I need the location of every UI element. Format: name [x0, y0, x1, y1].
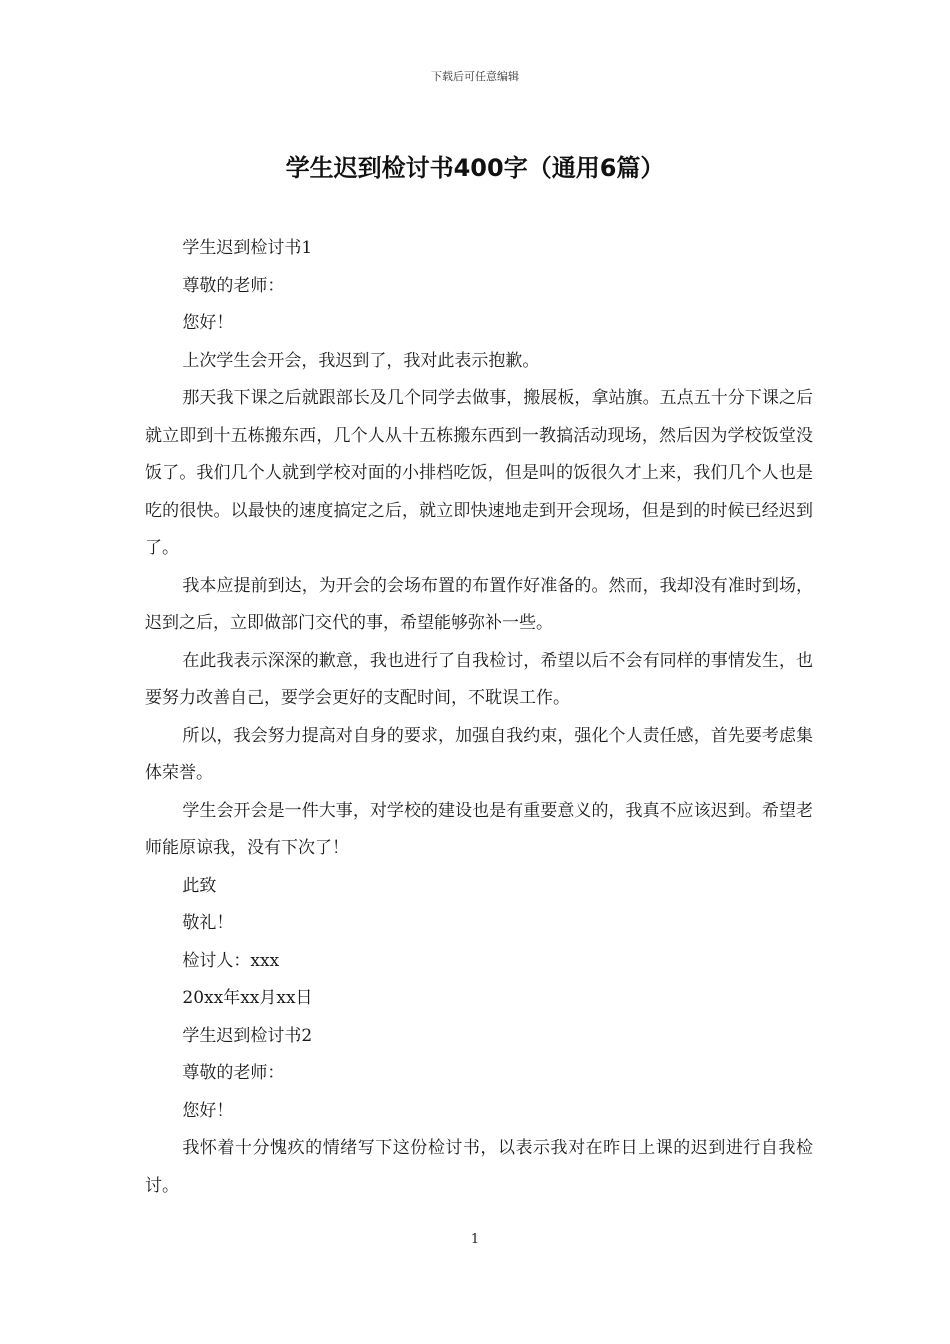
- paragraph: 您好！: [182, 1100, 234, 1121]
- paragraph: 我怀着十分愧疚的情绪写下这份检讨书，以表示我对在昨日上课的迟到进行自我检讨。: [145, 1138, 813, 1196]
- document-body: [145, 230, 813, 1205]
- paragraph: 20xx年xx月xx日: [182, 988, 313, 1008]
- paragraph: 学生迟到检讨书2: [182, 1025, 313, 1046]
- paragraph: 尊敬的老师：: [182, 275, 285, 296]
- paragraph: 那天我下课之后就跟部长及几个同学去做事，搬展板，拿站旗。五点五十分下课之后就立即到十五栋搬东西，几个人从十五栋搬东西到一教搞活动现场，然后因为学校饭堂没饭了。我们几个人就到学校对面的小排档吃饭，但是叫的饭很久才上来，我们几个人也是吃的很快。以最快的速度搞定之后，就立即快速地走到开会现场，但是到的时候已经迟到了。: [145, 388, 813, 558]
- page-number: 1: [470, 1232, 480, 1247]
- paragraph: 学生会开会是一件大事，对学校的建设也是有重要意义的，我真不应该迟到。希望老师能原谅我，没有下次了！: [145, 800, 813, 858]
- paragraph: 此致: [182, 875, 217, 896]
- paragraph: 上次学生会开会，我迟到了，我对此表示抱歉。: [182, 350, 540, 371]
- paragraph: 尊敬的老师：: [182, 1063, 285, 1083]
- paragraph: 检讨人：xxx: [182, 950, 280, 971]
- paragraph: 在此我表示深深的歉意，我也进行了自我检讨，希望以后不会有同样的事情发生，也要努力改善自己，要学会更好的支配时间，不耽误工作。: [145, 650, 813, 708]
- document-title: 学生迟到检讨书400字（通用6篇）: [285, 154, 665, 182]
- paragraph: 我本应提前到达，为开会的会场布置的布置作好准备的。然而，我却没有准时到场，迟到之后，立即做部门交代的事，希望能够弥补一些。: [145, 575, 813, 633]
- paragraph: 所以，我会努力提高对自身的要求，加强自我约束，强化个人责任感，首先要考虑集体荣誉。: [145, 725, 813, 783]
- paragraph: 学生迟到检讨书1: [182, 238, 313, 258]
- paragraph: 敬礼！: [182, 913, 234, 933]
- paragraph: 您好！: [182, 313, 234, 333]
- page-header-note: 下载后可任意编辑: [431, 70, 519, 83]
